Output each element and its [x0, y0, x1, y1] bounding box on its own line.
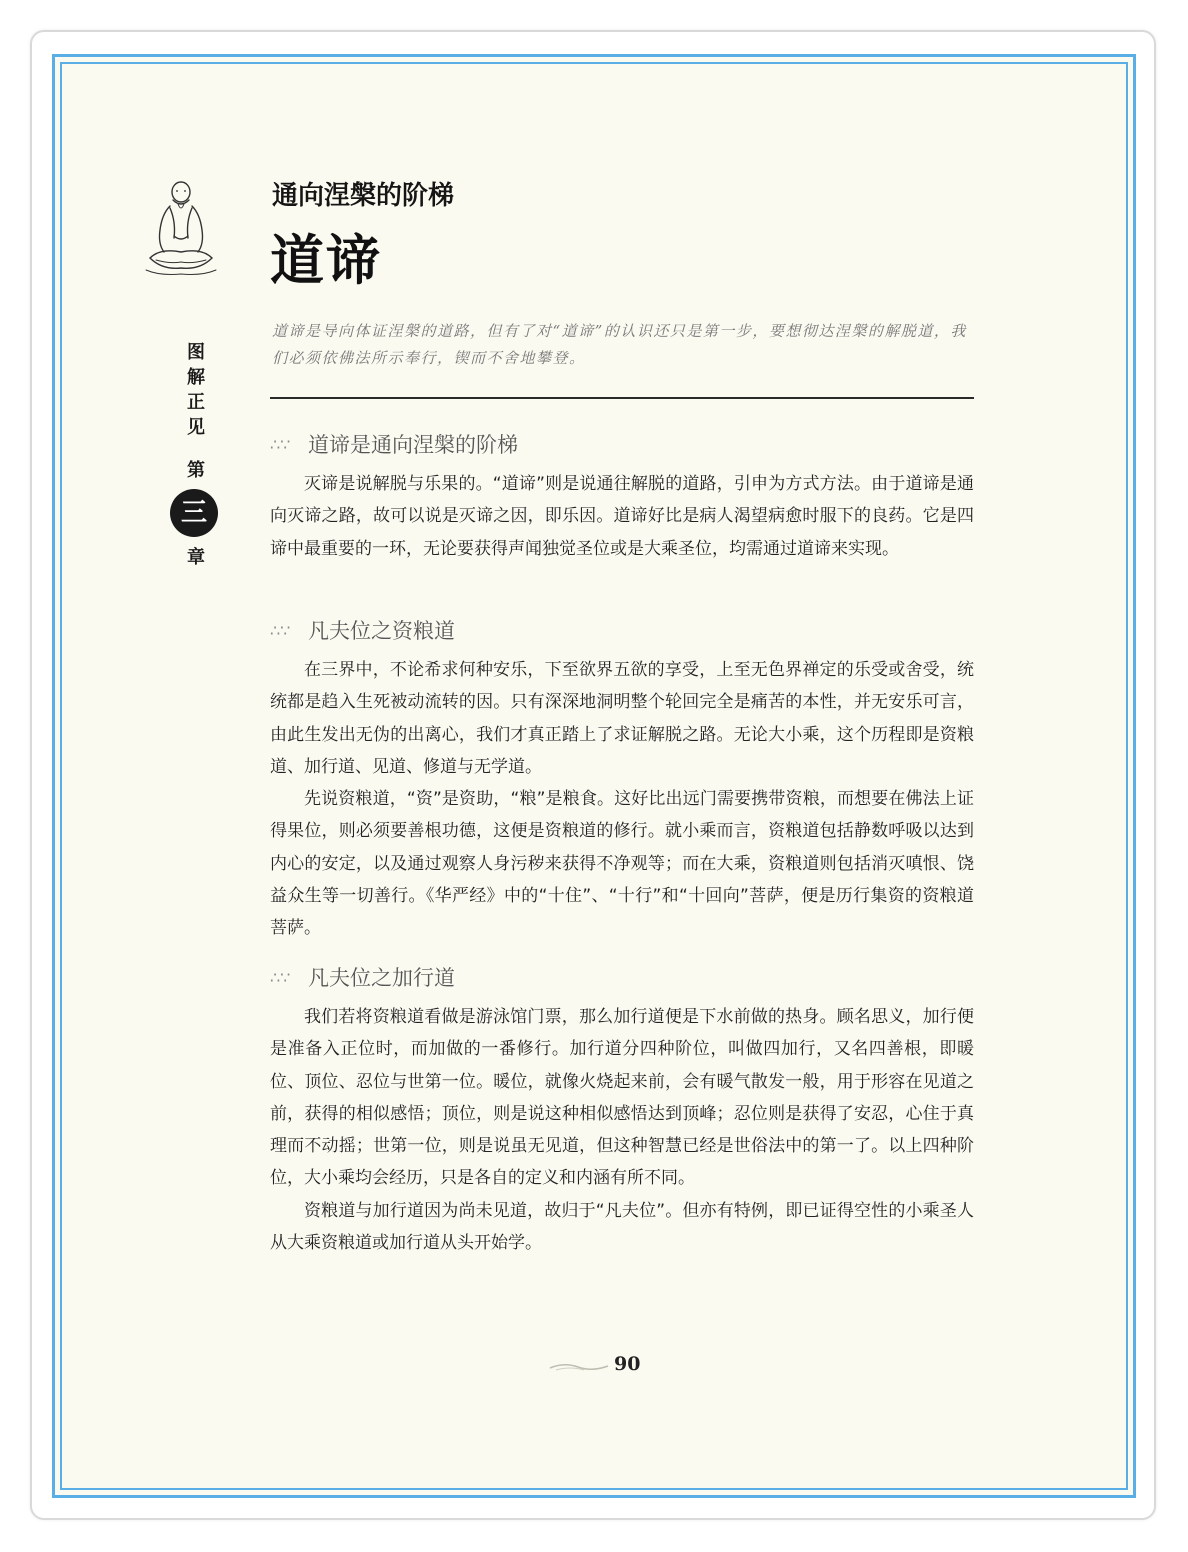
section-heading	[270, 961, 974, 993]
section-2	[270, 614, 974, 945]
section-marker-icon: ∴∵	[270, 620, 291, 640]
paragraph: 先说资粮道，“资”是资助，“粮”是粮食。这好比出远门需要携带资粮，而想要在佛法上证得果位，则必须要善根功德，这便是资粮道的修行。就小乘而言，资粮道包括静数呼吸以达到内心的安定，以及通过观察人身污秽来获得不净观等；而在大乘，资粮道则包括消灭嗔恨、饶益众生等一切善行。《华严经》中的“十住”、“十行”和“十回向”菩萨，便是历行集资的资粮道菩萨。	[270, 789, 974, 939]
section-1	[270, 428, 974, 565]
book-title-vertical: 图解正见	[187, 342, 205, 438]
monk-illustration	[140, 178, 222, 278]
paragraph: 在三界中，不论希求何种安乐，下至欲界五欲的享受，上至无色界禅定的乐受或舍受，统统都是趋入生死被动流转的因。只有深深地洞明整个轮回完全是痛苦的本性，并无安乐可言，由此生发出无伪的出离心，我们才真正踏上了求证解脱之路。无论大小乘，这个历程即是资粮道、加行道、见道、修道与无学道。	[270, 660, 974, 777]
page-ornament-icon	[548, 1360, 610, 1374]
chapter-prefix: 第	[187, 460, 205, 481]
paragraph: 我们若将资粮道看做是游泳馆门票，那么加行道便是下水前做的热身。顾名思义，加行便是准备入正位时，而加做的一番修行。加行道分四种阶位，叫做四加行，又名四善根，即暖位、顶位、忍位与世第一位。暖位，就像火烧起来前，会有暖气散发一般，用于形容在见道之前，获得的相似感悟；顶位，则是说这种相似感悟达到顶峰；忍位则是获得了安忍，心住于真理而不动摇；世第一位，则是说虽无见道，但这种智慧已经是世俗法中的第一了。以上四种阶位，大小乘均会经历，只是各自的定义和内涵有所不同。	[270, 1007, 974, 1189]
paragraph: 资粮道与加行道因为尚未见道，故归于“凡夫位”。但亦有特例，即已证得空性的小乘圣人从大乘资粮道或加行道从头开始学。	[270, 1200, 974, 1254]
section-heading	[270, 614, 974, 646]
section-heading-text: 凡夫位之加行道	[308, 966, 455, 990]
section-heading-text: 道谛是通向涅槃的阶梯	[308, 433, 518, 457]
intro-text: 道谛是导向体证涅槃的道路，但有了对“道谛”的认识还只是第一步，要想彻达涅槃的解脱道，我们必须依佛法所示奉行，锲而不舍地攀登。	[272, 322, 967, 367]
chapter-number-badge: 三	[170, 489, 218, 537]
section-heading-text: 凡夫位之资粮道	[308, 619, 455, 643]
chapter-suffix: 章	[187, 547, 205, 568]
section-3	[270, 961, 974, 1259]
page-kicker: 通向涅槃的阶梯	[272, 181, 455, 211]
section-marker-icon: ∴∵	[270, 967, 291, 987]
section-marker-icon: ∴∵	[270, 434, 291, 454]
section-heading	[270, 428, 974, 460]
divider	[270, 397, 974, 399]
page-title: 道谛	[270, 228, 382, 292]
page-number: 90	[614, 1353, 641, 1375]
paragraph: 灭谛是说解脱与乐果的。“道谛”则是说通往解脱的道路，引申为方式方法。由于道谛是通向灭谛之路，故可以说是灭谛之因，即乐因。道谛好比是病人渴望病愈时服下的良药。它是四谛中最重要的一环，无论要获得声闻独觉圣位或是大乘圣位，均需通过道谛来实现。	[270, 474, 974, 559]
